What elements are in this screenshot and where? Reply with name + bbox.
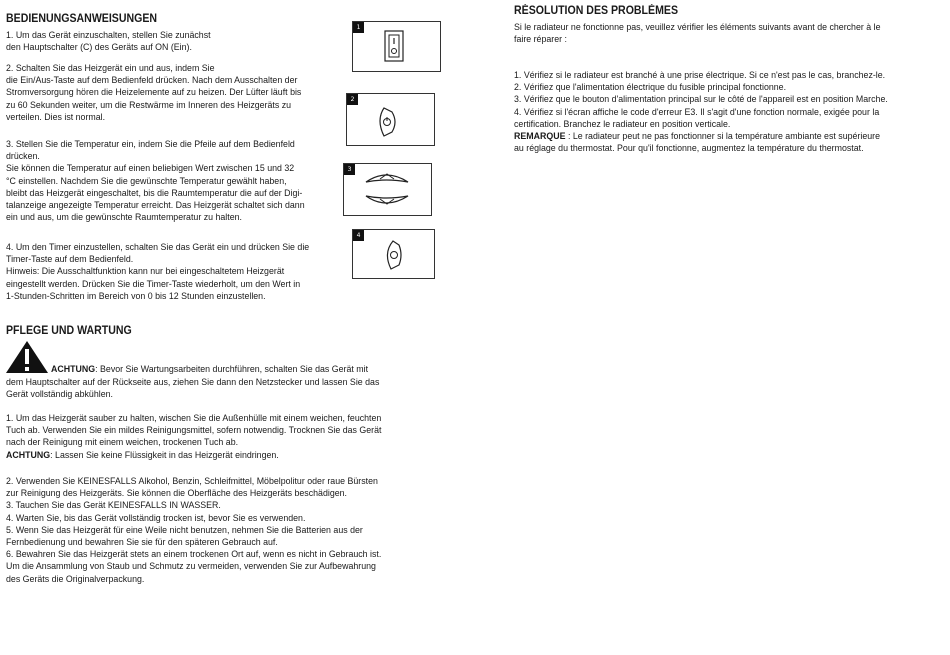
care-warning-line: [6, 450, 381, 462]
text-line: 3. Stellen Sie die Temperatur ein, indem Sie die Pfeile auf dem Bedienfeld: [6, 139, 295, 150]
warning-text: : Bevor Sie Wartungsarbeiten durchführen, schalten Sie das Gerät mit: [95, 364, 369, 375]
warning-label: ACHTUNG: [51, 364, 96, 375]
troubleshooting-intro: [514, 22, 880, 46]
warning-continuation: [6, 377, 379, 401]
heading-instructions: BEDIENUNGSANWEISUNGEN: [6, 13, 158, 25]
care-step-1: [6, 413, 381, 462]
power-button-icon: [370, 102, 410, 142]
heading-care: PFLEGE UND WARTUNG: [6, 325, 132, 337]
text-line: 6. Bewahren Sie das Heizgerät stets an einem trockenen Ort auf, wenn es nicht in Gebrauch ist.: [6, 549, 382, 561]
figure-number: 4: [353, 230, 364, 241]
text-line: Timer-Taste auf dem Bedienfeld.: [6, 254, 134, 266]
text-line: 1. Um das Heizgerät sauber zu halten, wischen Sie die Außenhülle mit einem weichen, feuchten: [6, 413, 382, 424]
note-label: REMARQUE: [514, 131, 566, 143]
figure-4: [352, 229, 435, 279]
text-line: 2. Schalten Sie das Heizgerät ein und aus, indem Sie: [6, 63, 215, 74]
care-warning-label: ACHTUNG: [6, 449, 51, 461]
figure-1: [352, 21, 441, 72]
figure-3: [343, 163, 432, 216]
timer-button-icon: [375, 235, 411, 275]
temperature-arrows-icon: [358, 168, 418, 212]
text-line: den Hauptschalter (C) des Geräts auf ON (Ein).: [6, 42, 192, 54]
instruction-step-4: [6, 242, 309, 303]
text-line: dem Hauptschalter auf der Rückseite aus, ziehen Sie dann den Netzstecker und lassen Sie das: [6, 377, 380, 388]
power-switch-icon: [380, 27, 410, 67]
note-first-line: [514, 131, 888, 143]
instruction-step-2: [6, 63, 301, 124]
text-line: Gerät vollständig abkühlen.: [6, 389, 113, 401]
troubleshooting-checks: [514, 70, 888, 155]
text-line: ein und aus, um die gewünschte Raumtemperatur zu halten.: [6, 212, 243, 224]
text-line: 1. Vérifiez si le radiateur est branché à une prise électrique. Si ce n'est pas le cas, branchez-le.: [514, 70, 886, 81]
text-line: certification. Branchez le radiateur en position verticale.: [514, 118, 731, 130]
text-line: Um die Ansammlung von Staub und Schmutz zu vermeiden, verwenden Sie zur Aufbewahrung: [6, 561, 376, 573]
text-line: 2. Verwenden Sie KEINESFALLS Alkohol, Benzin, Schleifmittel, Möbelpolitur oder raue Bürsten: [6, 476, 378, 487]
text-line: 3. Vérifiez que le bouton d'alimentation principal sur le côté de l'appareil est en position Marche.: [514, 94, 888, 106]
figure-number: 1: [353, 22, 364, 33]
text-line: verteilen. Dies ist normal.: [6, 111, 106, 123]
text-line: Stromversorgung hören die Heizelemente auf zu heizen. Der Lüfter läuft bis: [6, 87, 302, 99]
text-line: nach der Reinigung mit einem weichen, trockenen Tuch ab.: [6, 437, 239, 449]
text-line: 3. Tauchen Sie das Gerät KEINESFALLS IN WASSER.: [6, 500, 221, 512]
figure-2: [346, 93, 435, 146]
text-line: 4. Um den Timer einzustellen, schalten Sie das Gerät ein und drücken Sie die: [6, 242, 310, 253]
note-text: : Le radiateur peut ne pas fonctionner si la température ambiante est supérieure: [565, 131, 881, 143]
text-line: au réglage du thermostat. Pour qu'il fonctionne, augmentez la température du thermostat.: [514, 143, 864, 155]
text-line: 4. Warten Sie, bis das Gerät vollständig trocken ist, bevor Sie es verwenden.: [6, 512, 306, 524]
text-line: die Ein/Aus-Taste auf dem Bedienfeld drücken. Nach dem Ausschalten der: [6, 75, 298, 87]
text-line: Hinweis: Die Ausschaltfunktion kann nur bei eingeschaltetem Heizgerät: [6, 266, 285, 278]
text-line: Tuch ab. Verwenden Sie ein mildes Reinigungsmittel, sofern notwendig. Trocknen Sie das Gerät: [6, 425, 382, 437]
figure-number: 3: [344, 164, 355, 175]
text-line: zu 60 Sekunden weiter, um die Restwärme im Inneren des Heizgeräts zu: [6, 99, 292, 111]
text-line: 1-Stunden-Schritten im Bereich von 0 bis 12 Stunden einzustellen.: [6, 290, 266, 302]
heading-troubleshooting: RÉSOLUTION DES PROBLÈMES: [514, 5, 679, 17]
text-line: 1. Um das Gerät einzuschalten, stellen Sie zunächst: [6, 30, 211, 41]
text-line: bleibt das Heizgerät eingeschaltet, bis die Raumtemperatur die auf der Digi-: [6, 187, 303, 199]
instruction-step-3: [6, 139, 305, 224]
text-line: °C einstellen. Nachdem Sie die gewünschte Temperatur gewählt haben,: [6, 175, 287, 187]
care-warning-text: : Lassen Sie keine Flüssigkeit in das Heizgerät eindringen.: [50, 449, 279, 461]
text-line: 2. Vérifiez que l'alimentation électrique du fusible principal fonctionne.: [514, 82, 787, 94]
text-line: Sie können die Temperatur auf einen beliebigen Wert zwischen 15 und 32: [6, 163, 295, 175]
text-line: des Geräts die Originalverpackung.: [6, 573, 145, 585]
text-line: talanzeige angezeigte Temperatur erreicht. Das Heizgerät schaltet sich dann: [6, 200, 305, 212]
text-line: 4. Vérifiez si l'écran affiche le code d'erreur E3. Il s'agit d'une fonction normale, exigée pour la: [514, 106, 880, 118]
text-line: zur Reinigung des Heizgeräts. Sie können die Oberfläche des Heizgeräts beschädigen.: [6, 488, 348, 500]
warning-icon: [5, 340, 49, 374]
text-line: Fernbedienung und bewahren Sie sie für den späteren Gebrauch auf.: [6, 537, 278, 549]
text-line: faire réparer :: [514, 34, 567, 46]
figure-number: 2: [347, 94, 358, 105]
care-steps-2-to-6: [6, 476, 381, 586]
warning-first-line: [51, 364, 368, 376]
text-line: 5. Wenn Sie das Heizgerät für eine Weile nicht benutzen, nehmen Sie die Batterien aus der: [6, 524, 363, 536]
text-line: Si le radiateur ne fonctionne pas, veuillez vérifier les éléments suivants avant de chercher à le: [514, 22, 881, 33]
text-line: eingestellt werden. Drücken Sie die Timer-Taste wiederholt, um den Wert in: [6, 278, 301, 290]
instruction-step-1: [6, 30, 211, 54]
text-line: drücken.: [6, 151, 40, 163]
